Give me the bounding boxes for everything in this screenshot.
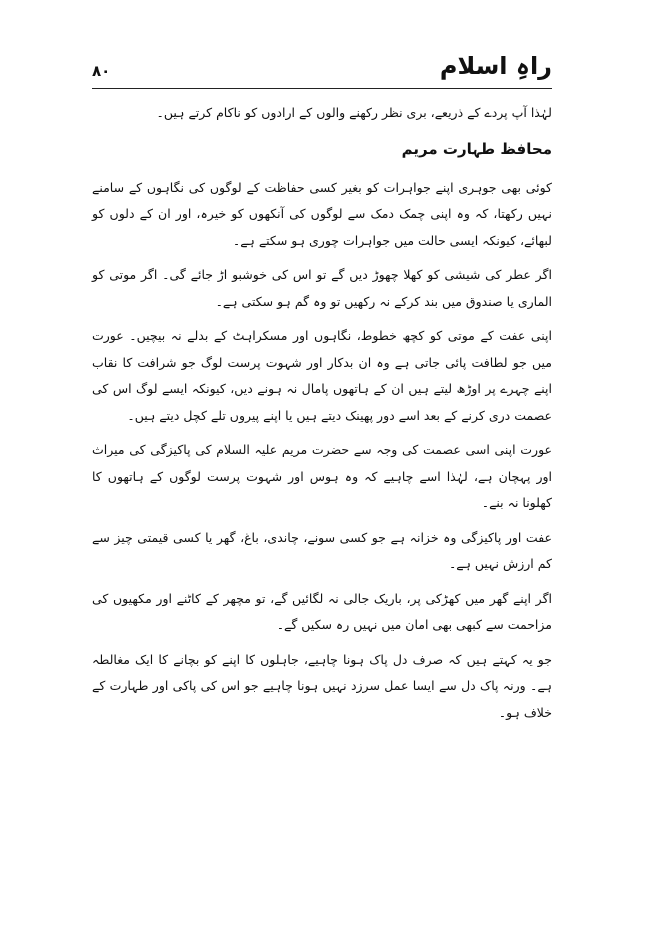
page-body xyxy=(92,100,552,734)
header-divider xyxy=(92,88,552,89)
intro-paragraph: لہٰذا آپ پردے کے ذریعے، بری نظر رکھنے والوں کے ارادوں کو ناکام کرتے ہیں۔ xyxy=(156,105,552,120)
body-paragraph-3: اپنی عفت کے موتی کو کچھ خطوط، نگاہوں اور مسکراہٹ کے بدلے نہ بیچیں۔ عورت میں جو لطافت پائی جاتی ہے وہ ان بدکار اور شہوت پرست لوگ جو شرافت کا نقاب اپنے چہرے پر اوڑھ لیتے ہیں ان کے ہاتھوں پامال نہ ہونے دیں، کیونکہ ایسے لوگ اس کی عصمت دری کرنے کے بعد اسے دور پھینک دیتے ہیں یا اپنے پیروں تلے کچل دیتے ہیں۔ xyxy=(92,328,552,423)
body-paragraph-6: اگر اپنے گھر میں کھڑکی پر، باریک جالی نہ لگائیں گے، تو مچھر کے کاٹنے اور مکھیوں کی مزاحمت سے کبھی بھی امان میں نہیں رہ سکیں گے۔ xyxy=(92,590,552,632)
body-paragraph-4: عورت اپنی اسی عصمت کی وجہ سے حضرت مریم علیہ السلام کی پاکیزگی کی میراث اور پہچان ہے، لہٰذا اسے چاہیے کہ وہ ہوس اور شہوت پرست لوگوں کے ہاتھوں کا کھلونا نہ بنے۔ xyxy=(92,442,552,510)
page-header xyxy=(92,52,552,86)
body-paragraph-1: کوئی بھی جوہری اپنے جواہرات کو بغیر کسی حفاظت کے لوگوں کی نگاہوں کے سامنے نہیں رکھتا، کہ وہ اپنی چمک دمک سے لوگوں کی آنکھوں کو خیرہ، اور ان کے دلوں کو لبھائے، کیونکہ ایسی حالت میں جواہرات چوری ہو سکتے ہے۔ xyxy=(92,179,552,248)
body-paragraph-5: عفت اور پاکیزگی وہ خزانہ ہے جو کسی سونے، چاندی، باغ، گھر یا کسی قیمتی چیز سے کم ارزش نہیں ہے۔ xyxy=(92,529,552,571)
book-title: راہِ اسلام xyxy=(439,52,552,80)
page-number: ۸۰ xyxy=(92,62,111,80)
section-heading: محافظ طہارت مریم xyxy=(401,139,552,158)
body-paragraph-2: اگر عطر کی شیشی کو کھلا چھوڑ دیں گے تو اس کی خوشبو اڑ جائے گی۔ اگر موتی کو الماری یا صندوق میں بند کرکے نہ رکھیں تو وہ گم ہو سکتی ہے۔ xyxy=(92,267,552,309)
body-paragraph-7: جو یہ کہتے ہیں کہ صرف دل پاک ہونا چاہیے، جاہلوں کا اپنے کو بچانے کا ایک مغالطہ ہے۔ ورنہ پاک دل سے ایسا عمل سرزد نہیں ہونا چاہیے جو اس کی پاکی اور طہارت کے خلاف ہو۔ xyxy=(92,651,552,720)
